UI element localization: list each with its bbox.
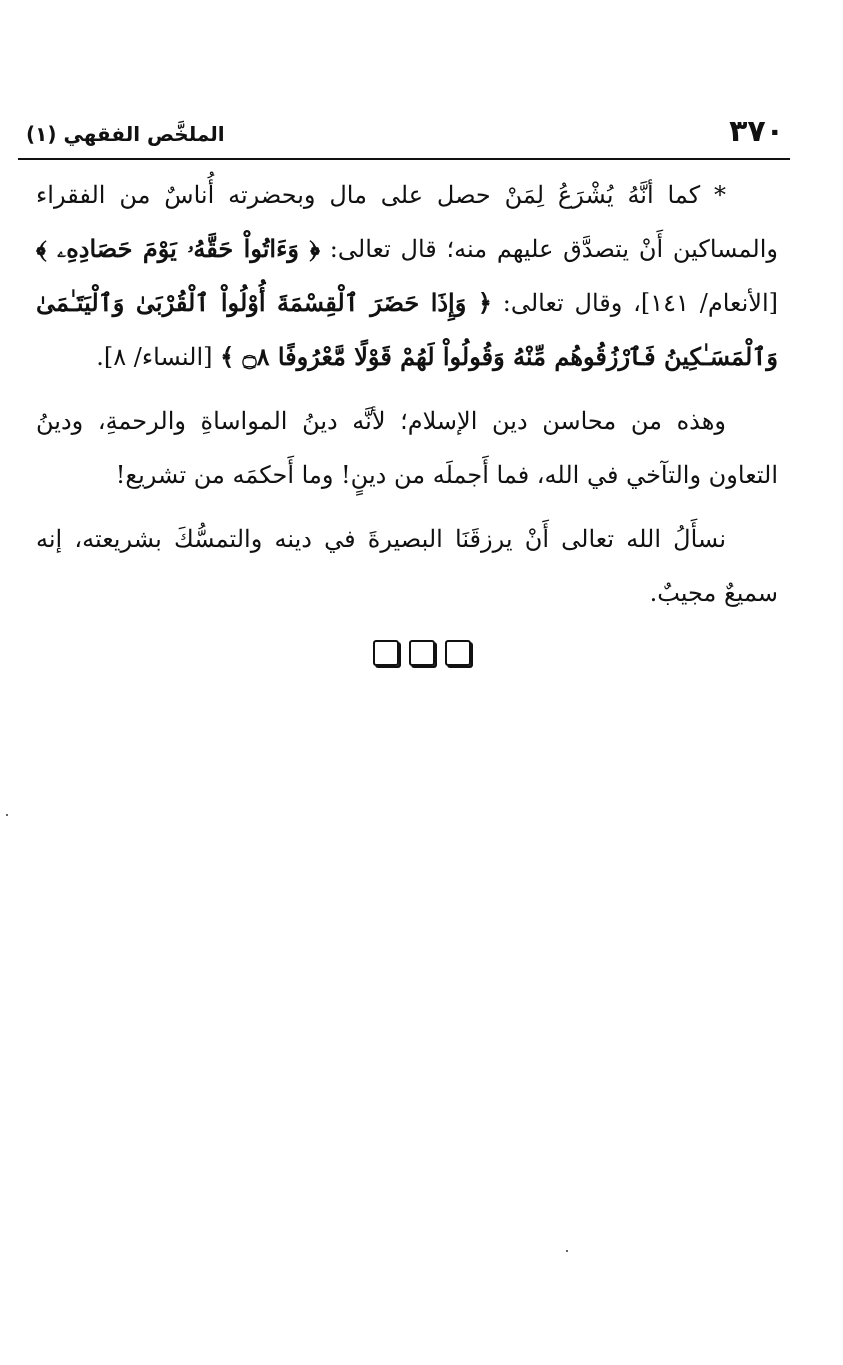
- page-number: ٣٧٠: [729, 114, 784, 149]
- scan-speck: [566, 1250, 568, 1252]
- page-header: [18, 112, 790, 160]
- ornament-square-icon: [373, 640, 399, 666]
- ornament-square-icon: [409, 640, 435, 666]
- quran-verse-1: ﴿ وَءَاتُواْ حَقَّهُۥ يَوْمَ حَصَادِهِۦ ﴾: [36, 234, 321, 263]
- verse-reference-2: [النساء/ ٨].: [96, 343, 221, 371]
- paragraph-1: [36, 168, 778, 384]
- paragraph-3: [36, 512, 778, 620]
- running-title: الملخَّص الفقهي (١): [26, 122, 225, 146]
- quran-verse-2: ﴿ وَإِذَا حَضَرَ ٱلْقِسْمَةَ أُوْلُواْ ٱلْقُرْبَىٰ وَٱلْيَتَـٰمَىٰ وَٱلْمَسَـٰكِينُ فَٱرْزُقُوهُم مِّنْهُ وَقُولُواْ لَهُمْ قَوْلًا مَّعْرُوفًا ۝٨ ﴾: [36, 288, 778, 371]
- paragraph-1-text-1: * كما أنَّهُ يُشْرَعُ لِمَنْ حصل على مال وبحضرته أُناسٌ من الفقراء والمساكين أَنْ يتصدَّق عليهم منه؛ قال تعالى:: [36, 181, 778, 263]
- ornament-square-icon: [445, 640, 471, 666]
- section-end-ornament: [0, 640, 843, 666]
- verse-reference-1: [الأنعام/ ١٤١]، وقال تعالى:: [491, 289, 778, 317]
- paragraph-2-text: وهذه من محاسن دين الإسلام؛ لأنَّه دينُ المواساةِ والرحمةِ، ودينُ التعاون والتآخي في الله، فما أَجملَه من دينٍ! وما أَحكمَه من تشريع!: [36, 407, 778, 489]
- paragraph-3-text: نسأَلُ الله تعالى أَنْ يرزقَنَا البصيرةَ في دينه والتمسُّكَ بشريعته، إنه سميعٌ مجيبٌ.: [36, 525, 778, 607]
- body-text: [36, 168, 778, 630]
- scan-speck: [6, 814, 8, 816]
- paragraph-2: [36, 394, 778, 502]
